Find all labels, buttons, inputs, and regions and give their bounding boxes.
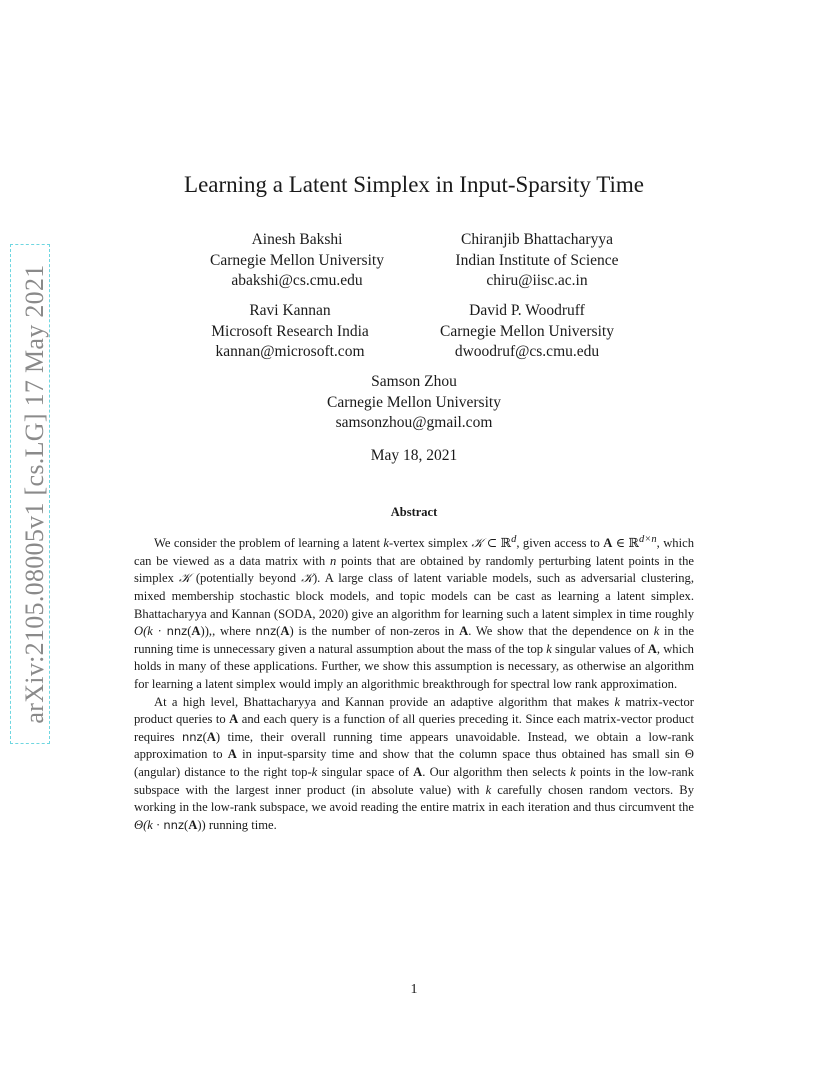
author-name: Chiranjib Bhattacharyya <box>461 231 613 248</box>
abstract-text: running time. <box>205 817 277 832</box>
math-var: k <box>311 764 318 779</box>
math-var: 𝒦 <box>471 536 484 551</box>
author-email: abakshi@cs.cmu.edu <box>231 272 363 289</box>
abstract-paragraph <box>134 694 694 835</box>
author-block <box>440 301 614 363</box>
author-block <box>210 230 384 292</box>
math-var: k <box>570 764 576 779</box>
math-var: A <box>206 729 216 744</box>
math-var: A <box>280 624 290 639</box>
abstract-text: and each query is a function of all queries preceding it. Since each matrix-vector product requires <box>134 712 695 744</box>
paper-date: May 18, 2021 <box>370 447 458 464</box>
abstract-text: in the running time is unnecessary given a natural assumption about the mass of the top <box>134 624 694 656</box>
math-var: k <box>546 641 552 656</box>
math-expr: · <box>152 624 167 639</box>
abstract-text: matrix-vector product queries to <box>134 694 694 727</box>
math-var: A <box>229 712 239 727</box>
math-expr: )), <box>200 624 213 639</box>
math-var: n <box>329 553 337 568</box>
math-expr: ) <box>215 729 221 744</box>
abstract-text: At a high level, Bhattacharyya and Kannan provide an adaptive algorithm that makes <box>154 694 615 709</box>
math-expr: ( <box>276 624 281 639</box>
author-affiliation: Carnegie Mellon University <box>327 393 501 411</box>
math-var: A <box>191 624 201 639</box>
abstract-text: . Our algorithm then selects <box>422 764 571 779</box>
abstract-heading: Abstract <box>390 505 438 519</box>
author-block <box>211 301 369 363</box>
author-affiliation: Indian Institute of Science <box>455 251 619 269</box>
math-expr: Θ(k <box>134 817 153 832</box>
abstract-text: . We show that the dependence on <box>468 624 654 639</box>
abstract-text: time, their overall running time appears unavoidable. Instead, we obtain a low-rank approximation to <box>134 729 694 762</box>
author-email: chiru@iisc.ac.in <box>486 272 588 289</box>
math-var: A <box>647 641 657 656</box>
abstract-text: is the number of non-zeros in <box>293 624 460 639</box>
abstract-text: points in the low-rank subspace with the largest inner product (in absolute value) with <box>134 764 694 797</box>
math-var: k <box>485 782 492 797</box>
abstract-text: points that are obtained by randomly perturbing latent points in the simplex <box>134 553 694 586</box>
author-affiliation: Carnegie Mellon University <box>440 322 614 340</box>
abstract-text: We consider the problem of learning a latent <box>154 536 384 551</box>
author-affiliation: Microsoft Research India <box>211 322 369 340</box>
math-var: k <box>653 624 660 639</box>
abstract-text: -vertex simplex <box>389 536 472 551</box>
math-var: 𝒦 <box>301 571 313 586</box>
arxiv-identifier: arXiv:2105.08005v1 [cs.LG] 17 May 2021 <box>20 264 49 724</box>
abstract-text: ). A large class of latent variable models, such as adversarial clustering, mixed membership stochastic block models, and topic models can be cast as learning a latent simplex. Bhattacharyya and Kannan (SODA, 2020) give an algorithm for learning such a latent simplex in time roughly <box>134 571 694 621</box>
abstract-text: ⊂ <box>483 536 501 551</box>
abstract-text: , which holds in many of these applications. Further, we show this assumption is necessary, as otherwise an algorithm for learning a latent simplex would imply an algorithmic breakthrough for spectral low rank approximation. <box>134 641 694 691</box>
abstract-text: carefully chosen random vectors. By working in the low-rank subspace, we avoid reading the entire matrix in each iteration and thus circumvent the <box>134 782 694 815</box>
paper-title: Learning a Latent Simplex in Input-Sparsity Time <box>184 172 644 197</box>
math-expr: ) <box>289 624 294 639</box>
abstract-text: , where <box>212 624 256 639</box>
abstract-text: ∈ <box>612 536 629 551</box>
math-var: A <box>188 817 198 832</box>
math-var: d <box>511 534 517 545</box>
abstract-body <box>134 531 694 834</box>
math-var: A <box>459 624 469 639</box>
math-expr: )) <box>197 817 206 832</box>
math-expr: · <box>152 817 164 832</box>
author-name: Ravi Kannan <box>249 302 331 319</box>
math-expr: ( <box>184 817 189 832</box>
math-var: A <box>227 747 237 762</box>
author-email: dwoodruf@cs.cmu.edu <box>454 343 600 360</box>
math-var: d×n <box>639 534 657 545</box>
author-name: Samson Zhou <box>371 373 457 390</box>
author-block <box>455 230 618 292</box>
abstract-text: , which can be viewed as a data matrix with <box>134 536 694 568</box>
math-var: ℝ <box>500 536 512 551</box>
math-var: A <box>413 764 423 779</box>
math-var: ℝ <box>628 536 640 551</box>
author-email: samsonzhou@gmail.com <box>335 414 493 431</box>
math-expr: O(k <box>134 624 153 639</box>
author-affiliation: Carnegie Mellon University <box>210 251 384 269</box>
math-expr: nnz <box>181 729 203 744</box>
author-email: kannan@microsoft.com <box>215 343 365 360</box>
abstract-text: (potentially beyond <box>190 571 302 586</box>
page-number: 1 <box>410 982 418 997</box>
abstract-text: singular space of <box>317 764 414 779</box>
author-name: David P. Woodruff <box>469 302 585 319</box>
math-expr: ( <box>202 729 207 744</box>
math-expr: nnz <box>163 817 185 832</box>
abstract-paragraph <box>134 531 694 694</box>
author-name: Ainesh Bakshi <box>251 231 343 248</box>
math-expr: nnz <box>166 624 188 639</box>
math-var: k <box>614 694 621 709</box>
abstract-text: in input-sparsity time and show that the column space thus obtained has small sin Θ (angular) distance to the right top- <box>134 747 694 779</box>
math-expr: ( <box>187 624 192 639</box>
abstract-text: singular values of <box>551 641 648 656</box>
author-block <box>327 372 501 434</box>
math-expr: nnz <box>255 624 277 639</box>
math-var: A <box>603 536 613 551</box>
abstract-text: , given access to <box>516 536 604 551</box>
math-var: 𝒦 <box>179 571 191 586</box>
math-var: k <box>383 536 389 551</box>
